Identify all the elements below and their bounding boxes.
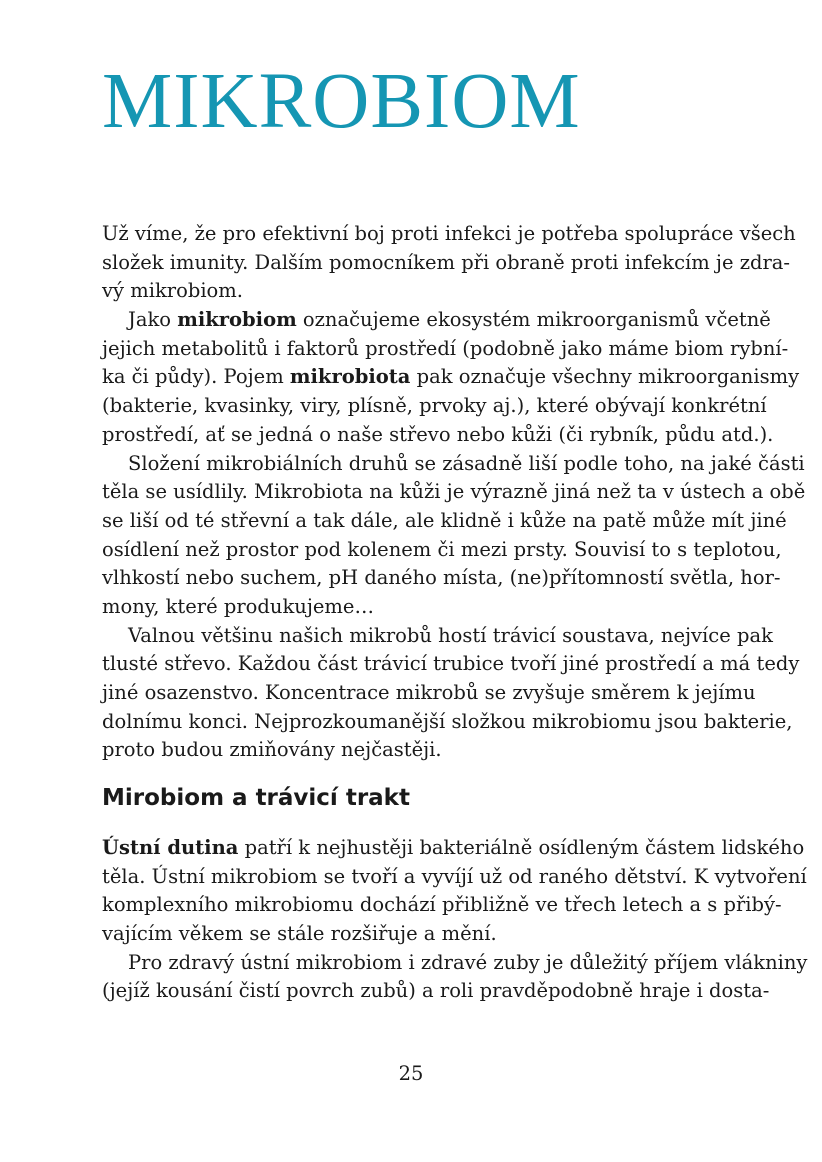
text-line: vlhkostí nebo suchem, pH daného místa, (ne)přítomností světla, hor-	[102, 566, 781, 590]
page-title: MIKROBIOM	[102, 58, 581, 145]
text-line: komplexního mikrobiomu dochází přibližně ve třech letech a s přibý-	[102, 893, 782, 917]
text-line: těla se usídlily. Mikrobiota na kůži je výrazně jiná než ta v ústech a obě	[102, 480, 806, 504]
text-line: mony, které produkujeme…	[102, 594, 374, 618]
text-run: ka či půdy). Pojem	[102, 365, 290, 389]
text-line	[102, 363, 800, 392]
text-line: složek imunity. Dalším pomocníkem při obraně proti infekcím je zdra-	[102, 250, 791, 274]
text-line: jiné osazenstvo. Koncentrace mikrobů se zvyšuje směrem k jejímu	[102, 681, 756, 704]
text-line: Pro zdravý ústní mikrobiom i zdravé zuby je důležitý příjem vlákniny	[128, 950, 808, 974]
body-text-section	[102, 834, 808, 1006]
text-line: dolnímu konci. Nejprozkoumanější složkou mikrobiomu jsou bakterie,	[102, 709, 793, 733]
text-line: jejich metabolitů i faktorů prostředí (podobně jako máme biom rybní-	[102, 336, 789, 360]
text-line: těla. Ústní mikrobiom se tvoří a vyvíjí už od raného dětství. K vytvoření	[102, 864, 807, 888]
text-line: (bakterie, kvasinky, viry, plísně, prvoky aj.), které obývají konkrétní	[102, 394, 767, 418]
page-number: 25	[398, 1062, 424, 1085]
term-mikrobiota: mikrobiota	[289, 365, 411, 389]
text-line: se liší od té střevní a tak dále, ale klidně i kůže na patě může mít jiné	[102, 508, 787, 532]
text-run: označujeme ekosystém mikroorganismů včetně	[296, 308, 771, 332]
term-ustni-dutina: Ústní dutina	[102, 836, 239, 859]
text-line: tlusté střevo. Každou část trávicí trubice tvoří jiné prostředí a má tedy	[102, 652, 800, 676]
text-line: Valnou většinu našich mikrobů hostí trávicí soustava, nejvíce pak	[128, 623, 773, 647]
text-line: vajícím věkem se stále rozšiřuje a mění.	[102, 922, 497, 946]
text-line: Už víme, že pro efektivní boj proti infekci je potřeba spolupráce všech	[102, 222, 796, 245]
text-line: prostředí, ať se jedná o naše střevo nebo kůži (či rybník, půdu atd.).	[102, 422, 774, 446]
text-line: (jejíž kousání čistí povrch zubů) a roli pravděpodobně hraje i dosta-	[102, 979, 770, 1003]
text-run: pak označuje všechny mikroorganismy	[410, 365, 800, 389]
term-mikrobiom: mikrobiom	[177, 308, 297, 332]
text-run: patří k nejhustěji bakteriálně osídleným částem lidského	[238, 836, 805, 859]
section-heading: Mirobiom a trávicí trakt	[102, 785, 410, 811]
text-line	[102, 306, 771, 335]
text-line: vý mikrobiom.	[102, 279, 243, 303]
text-line: osídlení než prostor pod kolenem či mezi prsty. Souvisí to s teplotou,	[102, 537, 782, 561]
body-text-intro	[102, 220, 806, 765]
text-run: Jako	[128, 308, 178, 332]
text-line: Složení mikrobiálních druhů se zásadně liší podle toho, na jaké části	[128, 451, 805, 475]
text-line: proto budou zmiňovány nejčastěji.	[102, 738, 442, 762]
text-line	[102, 834, 805, 863]
